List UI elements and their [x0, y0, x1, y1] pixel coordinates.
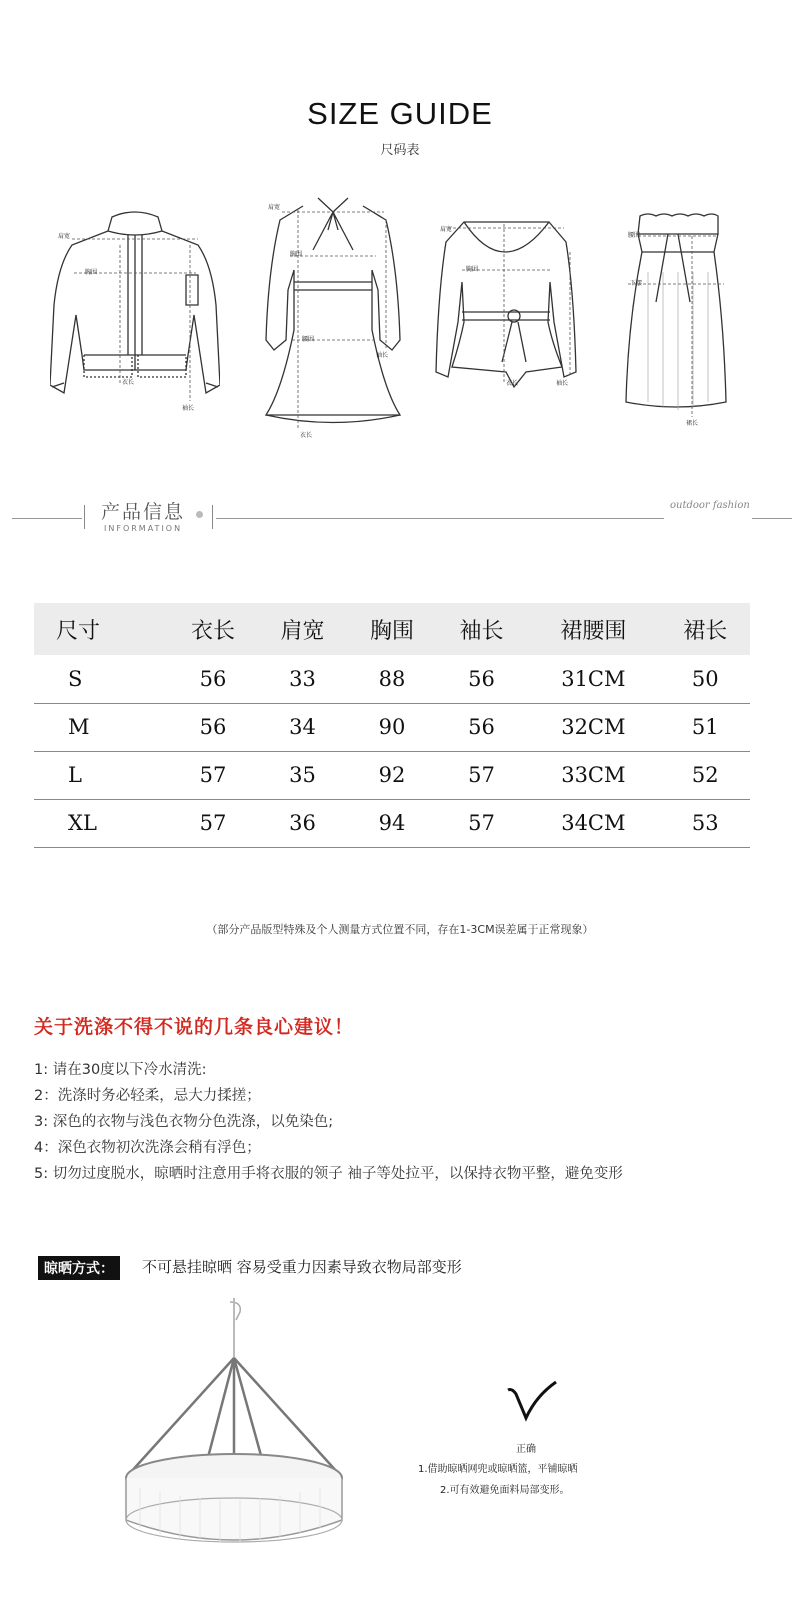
table-cell: 53	[660, 799, 750, 847]
table-cell: 31CM	[526, 655, 660, 703]
label-length: 衣长	[300, 432, 313, 439]
header-size: 尺寸	[34, 603, 168, 655]
table-cell: 92	[347, 751, 437, 799]
list-item: 4：深色衣物初次洗涤会稍有浮色；	[34, 1140, 261, 1156]
label-sleeve: 袖长	[376, 352, 389, 359]
table-cell: 33CM	[526, 751, 660, 799]
table-cell: L	[34, 751, 168, 799]
table-cell: 34	[258, 703, 348, 751]
header-shoulder: 肩宽	[258, 603, 348, 655]
drying-text: 不可悬挂晾晒 容易受重力因素导致衣物局部变形	[142, 1258, 462, 1276]
top-illustration	[434, 212, 579, 392]
correct-tip-1: 1.借助晾晒网兜或晾晒篮，平铺晾晒	[418, 1464, 578, 1475]
label-chest: 胸围	[290, 251, 303, 258]
label-shoulder: 肩宽	[58, 233, 71, 240]
header-skirt-waist: 裙腰围	[526, 603, 660, 655]
table-row	[34, 703, 750, 751]
page-subtitle: 尺码表	[380, 143, 420, 158]
table-row	[34, 799, 750, 847]
jacket-illustration	[50, 205, 220, 415]
drying-label: 晾晒方式：	[38, 1256, 120, 1280]
label-hem: 下摆	[630, 280, 643, 287]
dot-icon	[196, 511, 203, 518]
table-cell: 34CM	[526, 799, 660, 847]
table-cell: 56	[168, 655, 258, 703]
table-cell: 50	[660, 655, 750, 703]
divider	[752, 518, 792, 519]
dress-illustration	[258, 190, 408, 440]
correct-title: 正确	[516, 1444, 536, 1455]
drying-basket-icon	[110, 1298, 360, 1558]
table-cell: 56	[437, 655, 527, 703]
size-table	[34, 603, 750, 848]
header-length: 衣长	[168, 603, 258, 655]
list-item: 2：洗涤时务必轻柔，忌大力揉搓；	[34, 1088, 261, 1104]
table-cell: 33	[258, 655, 348, 703]
table-cell: 57	[168, 799, 258, 847]
table-cell: 56	[437, 703, 527, 751]
washing-list	[34, 1057, 623, 1187]
table-cell: 90	[347, 703, 437, 751]
table-cell: 36	[258, 799, 348, 847]
label-length: 衣长	[506, 380, 519, 387]
info-script-text: outdoor fashion	[670, 500, 750, 511]
label-shoulder: 肩宽	[268, 204, 281, 211]
label-length: 裙长	[686, 420, 699, 427]
table-header-row	[34, 603, 750, 655]
skirt-illustration	[618, 212, 733, 432]
table-cell: 57	[437, 799, 527, 847]
label-sleeve: 袖长	[182, 405, 195, 412]
info-subtitle: INFORMATION	[104, 524, 183, 533]
divider	[12, 518, 82, 519]
table-cell: S	[34, 655, 168, 703]
check-icon	[506, 1380, 558, 1428]
table-cell: XL	[34, 799, 168, 847]
label-chest: 胸围	[466, 266, 479, 273]
list-item: 1: 请在30度以下冷水清洗:	[34, 1062, 207, 1078]
label-length: 衣长	[122, 379, 135, 386]
table-row	[34, 655, 750, 703]
table-cell: 56	[168, 703, 258, 751]
divider-tick	[84, 505, 85, 529]
table-cell: 94	[347, 799, 437, 847]
header-chest: 胸围	[347, 603, 437, 655]
page-title: SIZE GUIDE	[307, 96, 493, 131]
washing-title: 关于洗涤不得不说的几条良心建议！	[34, 1016, 355, 1038]
correct-tip-2: 2.可有效避免面料局部变形。	[440, 1485, 570, 1496]
label-waist: 腰围	[302, 336, 315, 343]
header-skirt-length: 裙长	[660, 603, 750, 655]
divider-tick	[212, 505, 213, 529]
table-cell: M	[34, 703, 168, 751]
table-cell: 57	[168, 751, 258, 799]
label-waist: 腰围	[628, 232, 641, 239]
list-item: 3: 深色的衣物与浅色衣物分色洗涤，以免染色;	[34, 1114, 334, 1130]
header-sleeve: 袖长	[437, 603, 527, 655]
table-cell: 51	[660, 703, 750, 751]
label-sleeve: 袖长	[556, 380, 569, 387]
measurement-note: （部分产品版型特殊及个人测量方式位置不同，存在1-3CM误差属于正常现象）	[206, 923, 594, 936]
table-cell: 88	[347, 655, 437, 703]
divider	[216, 518, 664, 519]
table-row	[34, 751, 750, 799]
table-cell: 35	[258, 751, 348, 799]
info-title: 产品信息	[101, 501, 186, 523]
label-shoulder: 肩宽	[440, 226, 453, 233]
list-item: 5: 切勿过度脱水，晾晒时注意用手将衣服的领子 袖子等处拉平，以保持衣物平整，避免变形	[34, 1166, 623, 1182]
table-cell: 57	[437, 751, 527, 799]
table-cell: 52	[660, 751, 750, 799]
table-cell: 32CM	[526, 703, 660, 751]
label-chest: 胸围	[85, 269, 98, 276]
information-bar	[0, 495, 800, 545]
